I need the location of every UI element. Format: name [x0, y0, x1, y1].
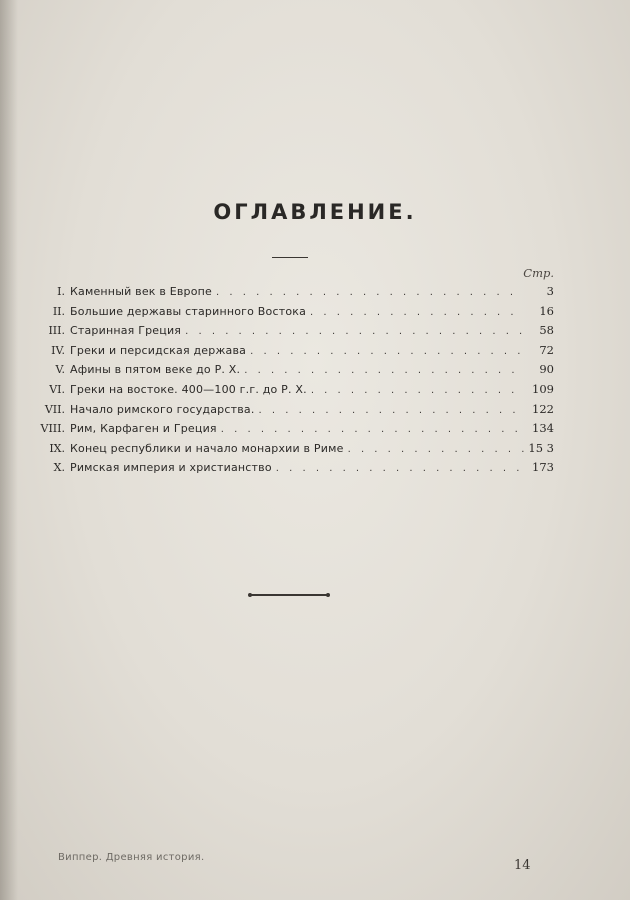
toc-entry-number: VIII. — [40, 422, 65, 436]
toc-entry-number: III. — [48, 324, 65, 338]
toc-entry-number: VI. — [49, 382, 65, 396]
toc-entry-number: V. — [55, 363, 65, 377]
toc-entry-title: Конец республики и начало монархии в Риме — [70, 441, 344, 455]
toc-entry — [40, 421, 554, 441]
toc-entry-title: Старинная Греция — [70, 324, 182, 338]
dot-leader — [272, 463, 524, 474]
toc-entry-page: 134 — [532, 421, 554, 436]
toc-entry-title: Греки и персидская держава — [70, 343, 247, 357]
toc-entry-number: I. — [57, 285, 65, 298]
toc-entry — [40, 402, 554, 422]
toc-entry-page: 122 — [532, 401, 554, 416]
toc-entry-number: II. — [52, 304, 65, 318]
toc-entry-page: 16 — [539, 303, 554, 318]
dot-leader — [181, 326, 524, 337]
toc-entry-page: 15 3 — [528, 440, 554, 455]
toc-entry-title: Начало римского государства. — [70, 402, 255, 416]
toc-entry-title: Каменный век в Европе — [70, 285, 213, 298]
dot-leader — [240, 365, 524, 376]
dot-leader — [307, 385, 524, 396]
ornamental-divider — [250, 594, 328, 596]
toc-entry-number: X. — [53, 461, 65, 475]
toc-entry-title: Афины в пятом веке до Р. Х. — [70, 363, 241, 377]
dot-leader — [217, 424, 524, 435]
dot-leader — [255, 405, 524, 416]
toc-entry — [40, 323, 554, 343]
toc-entry — [40, 284, 554, 304]
toc-entry-page: 90 — [539, 362, 554, 377]
toc-entry — [40, 382, 554, 402]
dot-leader — [344, 444, 524, 455]
toc-entry-page: 58 — [539, 323, 554, 338]
dot-leader — [246, 346, 524, 357]
toc-entry-page: 173 — [532, 460, 554, 475]
page-column-header: Стр. — [523, 266, 554, 280]
dot-leader — [212, 287, 524, 298]
title-divider — [272, 257, 308, 258]
toc-entry — [40, 441, 554, 461]
toc-entry-number: VII. — [44, 402, 65, 416]
toc-entry-page: 3 — [546, 284, 554, 298]
toc-entry-title: Римская империя и христианство — [70, 461, 272, 475]
toc-entry-number: IV. — [51, 343, 65, 357]
toc-entry — [40, 343, 554, 363]
table-of-contents — [40, 284, 554, 480]
toc-entry-title: Большие державы старинного Востока — [70, 304, 307, 318]
signature-number: 14 — [514, 858, 531, 873]
toc-entry — [40, 304, 554, 324]
toc-entry-page: 72 — [539, 342, 554, 357]
toc-entry — [40, 362, 554, 382]
page-title: ОГЛАВЛЕНИЕ. — [213, 200, 417, 224]
toc-entry — [40, 460, 554, 480]
toc-entry-title: Рим, Карфаген и Греция — [70, 422, 217, 436]
signature-line: Виппер. Древняя история. — [58, 852, 205, 863]
toc-entry-page: 109 — [532, 381, 554, 396]
toc-entry-number: IX. — [49, 441, 65, 455]
dot-leader — [306, 307, 524, 318]
toc-entry-title: Греки на востоке. 400—100 г.г. до Р. Х. — [70, 382, 307, 396]
